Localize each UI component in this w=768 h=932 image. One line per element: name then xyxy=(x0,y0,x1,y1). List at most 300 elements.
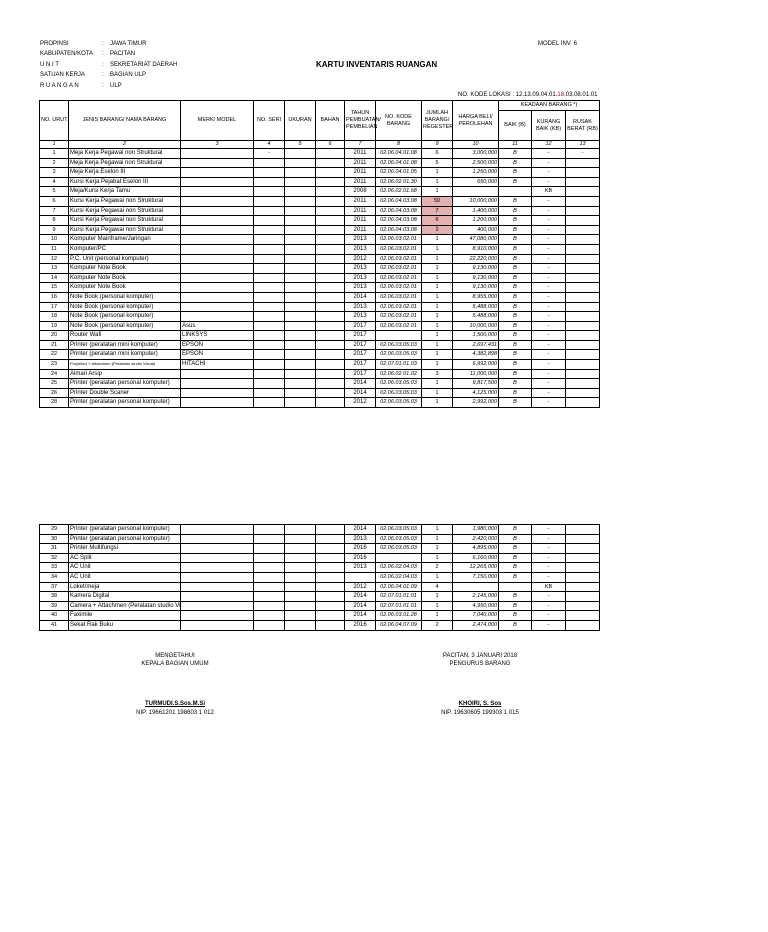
cell-seri xyxy=(254,534,285,544)
kode-lokasi-red: 18 xyxy=(557,92,565,98)
cell-tahun: 2011 xyxy=(345,196,376,206)
cell-bahan xyxy=(316,398,345,408)
table-row xyxy=(40,553,600,563)
col-number: 6 xyxy=(316,141,345,149)
cell-baik: B xyxy=(499,360,532,370)
cell-jumlah: 1 xyxy=(422,360,453,370)
cell-kode xyxy=(376,553,422,563)
cell-jenis: Almari Arsip xyxy=(69,369,181,379)
sep: : xyxy=(102,83,104,89)
cell-seri xyxy=(254,331,285,341)
cell-baik xyxy=(499,187,532,197)
cell-baik: B xyxy=(499,331,532,341)
table-row xyxy=(40,379,600,389)
cell-seri xyxy=(254,292,285,302)
cell-bahan xyxy=(316,563,345,573)
cell-jumlah: 6 xyxy=(422,216,453,226)
cell-jenis: AC Unit xyxy=(69,572,181,582)
cell-no: 5 xyxy=(40,187,69,197)
cell-kode: 02.06.03.02.01 xyxy=(376,283,422,293)
cell-seri xyxy=(254,350,285,360)
cell-seri xyxy=(254,525,285,535)
cell-merk xyxy=(181,398,254,408)
cell-rusak xyxy=(566,388,600,398)
cell-jumlah: 1 xyxy=(422,321,453,331)
cell-kurang: - xyxy=(532,601,566,611)
cell-tahun: 2011 xyxy=(345,168,376,178)
table-row xyxy=(40,283,600,293)
cell-kurang: - xyxy=(532,225,566,235)
cell-merk xyxy=(181,196,254,206)
cell-tahun: 2011 xyxy=(345,149,376,159)
col-number: 3 xyxy=(181,141,254,149)
cell-ukuran xyxy=(285,149,316,159)
cell-jenis: Komputer/PC xyxy=(69,244,181,254)
cell-bahan xyxy=(316,611,345,621)
cell-merk xyxy=(181,244,254,254)
cell-seri xyxy=(254,360,285,370)
cell-merk xyxy=(181,601,254,611)
cell-merk: HITACHI xyxy=(181,360,254,370)
cell-harga: 400,000 xyxy=(453,225,499,235)
cell-kurang: - xyxy=(532,379,566,389)
table-row xyxy=(40,273,600,283)
cell-rusak xyxy=(566,620,600,630)
cell-kode: 02.06.03.05.03 xyxy=(376,398,422,408)
cell-kurang: - xyxy=(532,292,566,302)
table-row xyxy=(40,292,600,302)
cell-jumlah: 50 xyxy=(422,196,453,206)
cell-bahan xyxy=(316,572,345,582)
cell-kode: 02.06.04.01.08 xyxy=(376,158,422,168)
cell-tahun: 2013 xyxy=(345,273,376,283)
cell-bahan xyxy=(316,544,345,554)
cell-baik: B xyxy=(499,379,532,389)
cell-jumlah: 1 xyxy=(422,302,453,312)
cell-ukuran xyxy=(285,177,316,187)
cell-bahan xyxy=(316,312,345,322)
cell-ukuran xyxy=(285,611,316,621)
cell-jenis: Note Book (personal komputer) xyxy=(69,292,181,302)
cell-harga: 8,955,000 xyxy=(453,292,499,302)
cell-merk: EPSON xyxy=(181,350,254,360)
cell-jenis: AC Split xyxy=(69,553,181,563)
cell-jumlah: 1 xyxy=(422,544,453,554)
cell-kurang: - xyxy=(532,196,566,206)
cell-bahan xyxy=(316,254,345,264)
signature-left xyxy=(120,653,230,716)
cell-ukuran xyxy=(285,563,316,573)
table-row xyxy=(40,620,600,630)
cell-jenis: Router Wafi xyxy=(69,331,181,341)
signature-right-line2: PENGURUS BARANG xyxy=(449,661,511,667)
table-row xyxy=(40,225,600,235)
cell-kurang: - xyxy=(532,302,566,312)
cell-tahun: 2013 xyxy=(345,312,376,322)
cell-tahun: 2013 xyxy=(345,534,376,544)
cell-seri xyxy=(254,312,285,322)
value-unit: SEKRETARIAT DAERAH xyxy=(110,62,178,68)
table-row xyxy=(40,168,600,178)
cell-kurang: - xyxy=(532,620,566,630)
cell-no: 15 xyxy=(40,283,69,293)
cell-bahan xyxy=(316,350,345,360)
cell-merk xyxy=(181,369,254,379)
table-row xyxy=(40,254,600,264)
cell-kode: 02.06.03.05.03 xyxy=(376,544,422,554)
cell-kurang: - xyxy=(532,216,566,226)
cell-merk xyxy=(181,379,254,389)
sep: : xyxy=(102,41,104,47)
table-row xyxy=(40,534,600,544)
cell-seri xyxy=(254,369,285,379)
cell-merk xyxy=(181,273,254,283)
cell-kurang: - xyxy=(532,534,566,544)
table-row xyxy=(40,206,600,216)
cell-baik: B xyxy=(499,369,532,379)
cell-jumlah: 1 xyxy=(422,292,453,302)
cell-bahan xyxy=(316,379,345,389)
cell-harga: 1,200,000 xyxy=(453,216,499,226)
cell-kurang: - xyxy=(532,553,566,563)
table-body-part2 xyxy=(40,525,600,631)
cell-kode: 02.06.03.05.03 xyxy=(376,379,422,389)
col-number: 2 xyxy=(69,141,181,149)
sep: : xyxy=(102,72,104,78)
cell-jumlah: 1 xyxy=(422,534,453,544)
cell-merk xyxy=(181,525,254,535)
cell-jenis: Proyektor + Attachmen (Peralatan studio Visual) xyxy=(69,360,181,370)
cell-seri xyxy=(254,273,285,283)
cell-harga: 2,145,000 xyxy=(453,592,499,602)
page-title: KARTU INVENTARIS RUANGAN xyxy=(316,60,438,69)
cell-jenis: Meja Kerja Pegawai non Struktural xyxy=(69,158,181,168)
cell-jenis: Kursi Kerja Pegawai non Struktural xyxy=(69,196,181,206)
cell-merk xyxy=(181,611,254,621)
cell-ukuran xyxy=(285,196,316,206)
cell-rusak xyxy=(566,206,600,216)
cell-harga: 2,420,000 xyxy=(453,534,499,544)
cell-jumlah: 1 xyxy=(422,592,453,602)
cell-kurang: - xyxy=(532,388,566,398)
inventory-table-continued xyxy=(39,524,600,631)
cell-kurang: - xyxy=(532,244,566,254)
cell-bahan xyxy=(316,273,345,283)
cell-rusak xyxy=(566,158,600,168)
cell-kurang: - xyxy=(532,235,566,245)
cell-no: 1 xyxy=(40,149,69,159)
cell-jumlah: 6 xyxy=(422,149,453,159)
table-row xyxy=(40,601,600,611)
cell-merk xyxy=(181,388,254,398)
cell-ukuran xyxy=(285,312,316,322)
cell-harga: 7,040,000 xyxy=(453,611,499,621)
cell-no: 39 xyxy=(40,601,69,611)
cell-no: 34 xyxy=(40,572,69,582)
cell-kode: 02.06.03.02.01 xyxy=(376,264,422,274)
cell-seri xyxy=(254,572,285,582)
cell-seri xyxy=(254,340,285,350)
cell-merk xyxy=(181,225,254,235)
cell-ukuran xyxy=(285,369,316,379)
label-propinsi: PROPINSI xyxy=(40,41,69,47)
cell-bahan xyxy=(316,292,345,302)
cell-kurang: - xyxy=(532,158,566,168)
cell-tahun: 2012 xyxy=(345,254,376,264)
cell-harga: 4,125,000 xyxy=(453,388,499,398)
cell-no: 6 xyxy=(40,196,69,206)
cell-ukuran xyxy=(285,572,316,582)
cell-kode: 02.06.03.02.01 xyxy=(376,321,422,331)
cell-tahun: 2011 xyxy=(345,225,376,235)
cell-ukuran xyxy=(285,601,316,611)
cell-baik: B xyxy=(499,563,532,573)
cell-jumlah: 1 xyxy=(422,254,453,264)
table-row xyxy=(40,572,600,582)
cell-merk xyxy=(181,187,254,197)
col-header-kurang: KURANG BAIK (KB) xyxy=(532,111,566,141)
cell-merk: LINKSYS xyxy=(181,331,254,341)
cell-rusak xyxy=(566,601,600,611)
cell-baik: B xyxy=(499,534,532,544)
cell-tahun: 2017 xyxy=(345,350,376,360)
cell-baik: B xyxy=(499,177,532,187)
cell-kode: 02.06.02.01.68 xyxy=(376,187,422,197)
signature-left-name: TURMUDI.S.Sos.M.Si xyxy=(144,701,205,707)
cell-baik xyxy=(499,582,532,592)
cell-baik: B xyxy=(499,611,532,621)
table-row xyxy=(40,158,600,168)
table-row xyxy=(40,331,600,341)
cell-jenis: Kamera Digital xyxy=(69,592,181,602)
cell-seri xyxy=(254,187,285,197)
table-row xyxy=(40,350,600,360)
cell-jumlah: 1 xyxy=(422,601,453,611)
cell-ukuran xyxy=(285,225,316,235)
cell-kurang: - xyxy=(532,340,566,350)
cell-ukuran xyxy=(285,292,316,302)
cell-baik: B xyxy=(499,254,532,264)
cell-jumlah: 1 xyxy=(422,235,453,245)
cell-jumlah: 7 xyxy=(422,206,453,216)
table-row xyxy=(40,369,600,379)
cell-no: 13 xyxy=(40,264,69,274)
cell-seri xyxy=(254,620,285,630)
cell-merk xyxy=(181,235,254,245)
cell-no: 21 xyxy=(40,340,69,350)
cell-merk xyxy=(181,158,254,168)
label-kabupaten: KABUPATEN/KOTA xyxy=(40,51,94,57)
kode-lokasi xyxy=(458,91,597,99)
cell-merk xyxy=(181,534,254,544)
cell-seri xyxy=(254,592,285,602)
col-header-rusak: RUSAK BERAT (RB) xyxy=(566,111,600,141)
cell-ukuran xyxy=(285,264,316,274)
cell-tahun: 2016 xyxy=(345,620,376,630)
cell-kurang: - xyxy=(532,360,566,370)
cell-kode: 02.06.03.02.01 xyxy=(376,292,422,302)
cell-jumlah: 4 xyxy=(422,582,453,592)
cell-no: 7 xyxy=(40,206,69,216)
cell-ukuran xyxy=(285,244,316,254)
cell-jenis: Kursi Kerja Pejabat Eselon III xyxy=(69,177,181,187)
cell-kode: 02.06.04.03.08 xyxy=(376,206,422,216)
cell-ukuran xyxy=(285,379,316,389)
cell-bahan xyxy=(316,369,345,379)
col-header-tahun: TAHUN PEMBUATAN/ PEMBELIAN xyxy=(345,101,376,141)
table-row xyxy=(40,360,600,370)
cell-rusak xyxy=(566,340,600,350)
table-row xyxy=(40,525,600,535)
cell-seri xyxy=(254,158,285,168)
cell-harga: 9,130,000 xyxy=(453,273,499,283)
cell-seri xyxy=(254,206,285,216)
cell-kode: 02.06.04.01.05 xyxy=(376,168,422,178)
cell-baik: B xyxy=(499,302,532,312)
cell-no: 38 xyxy=(40,592,69,602)
cell-baik: B xyxy=(499,216,532,226)
signature-left-line2: KEPALA BAGIAN UMUM xyxy=(141,661,209,667)
cell-jenis: Printer (peralatan personal komputer) xyxy=(69,525,181,535)
col-number: 12 xyxy=(532,141,566,149)
cell-jenis: Printer (peralatan mini komputer) xyxy=(69,340,181,350)
cell-tahun: 2014 xyxy=(345,611,376,621)
cell-no: 28 xyxy=(40,398,69,408)
cell-no: 12 xyxy=(40,254,69,264)
cell-ukuran xyxy=(285,321,316,331)
signature-left-line1: MENGETAHUI xyxy=(155,653,195,659)
cell-seri xyxy=(254,398,285,408)
table-row xyxy=(40,196,600,206)
cell-jenis: Note Book (personal komputer) xyxy=(69,321,181,331)
cell-baik: B xyxy=(499,601,532,611)
cell-tahun: 2011 xyxy=(345,177,376,187)
cell-seri xyxy=(254,264,285,274)
cell-kurang: - xyxy=(532,369,566,379)
cell-harga: 4,950,000 xyxy=(453,601,499,611)
cell-kode: 02.06.02.01.30 xyxy=(376,177,422,187)
cell-rusak xyxy=(566,350,600,360)
cell-merk: EPSON xyxy=(181,340,254,350)
cell-baik: B xyxy=(499,321,532,331)
table-row xyxy=(40,398,600,408)
cell-ukuran xyxy=(285,620,316,630)
cell-baik: B xyxy=(499,350,532,360)
cell-kode: 02.06.03.02.01 xyxy=(376,235,422,245)
cell-harga xyxy=(453,582,499,592)
cell-no: 31 xyxy=(40,544,69,554)
cell-baik: B xyxy=(499,235,532,245)
cell-ukuran xyxy=(285,273,316,283)
cell-no: 20 xyxy=(40,331,69,341)
cell-no: 29 xyxy=(40,525,69,535)
cell-harga: 5,488,000 xyxy=(453,302,499,312)
cell-jenis: Komputer Note Book xyxy=(69,283,181,293)
cell-merk xyxy=(181,168,254,178)
cell-seri xyxy=(254,563,285,573)
cell-no: 37 xyxy=(40,582,69,592)
cell-jenis: Komputer Mainframe/Jaringan xyxy=(69,235,181,245)
cell-rusak xyxy=(566,331,600,341)
cell-tahun: 2014 xyxy=(345,525,376,535)
col-number: 1 xyxy=(40,141,69,149)
cell-ukuran xyxy=(285,360,316,370)
cell-jumlah: 1 xyxy=(422,398,453,408)
cell-tahun: 2011 xyxy=(345,158,376,168)
column-number-row xyxy=(40,141,600,149)
cell-baik: B xyxy=(499,525,532,535)
cell-merk xyxy=(181,553,254,563)
cell-seri xyxy=(254,168,285,178)
cell-harga: 4,382,898 xyxy=(453,350,499,360)
table-row xyxy=(40,264,600,274)
cell-jumlah: 1 xyxy=(422,331,453,341)
cell-jenis: Loket/meja xyxy=(69,582,181,592)
cell-jumlah: 1 xyxy=(422,611,453,621)
cell-kode: 02.06.02.04.03 xyxy=(376,572,422,582)
cell-jumlah: 1 xyxy=(422,244,453,254)
cell-jenis: Camera + Attachmen (Peralatan studio Vi xyxy=(69,601,181,611)
cell-ukuran xyxy=(285,283,316,293)
cell-harga: 1,250,000 xyxy=(453,168,499,178)
cell-kurang: - xyxy=(532,398,566,408)
cell-merk xyxy=(181,572,254,582)
cell-seri xyxy=(254,302,285,312)
cell-kode: 02.06.02.01.02 xyxy=(376,369,422,379)
cell-harga: 9,817,500 xyxy=(453,379,499,389)
cell-tahun: 2013 xyxy=(345,302,376,312)
table-row xyxy=(40,149,600,159)
cell-harga: 650,000 xyxy=(453,177,499,187)
table-row xyxy=(40,563,600,573)
cell-seri xyxy=(254,582,285,592)
cell-rusak xyxy=(566,534,600,544)
cell-kurang: - xyxy=(532,149,566,159)
cell-seri xyxy=(254,553,285,563)
cell-kurang: - xyxy=(532,572,566,582)
cell-jenis: Meja/Kursi Kerja Tamu xyxy=(69,187,181,197)
cell-merk xyxy=(181,620,254,630)
cell-tahun: 2017 xyxy=(345,340,376,350)
cell-baik: B xyxy=(499,388,532,398)
cell-bahan xyxy=(316,360,345,370)
cell-rusak xyxy=(566,398,600,408)
cell-rusak xyxy=(566,302,600,312)
value-ruangan: ULP xyxy=(110,83,122,89)
cell-ukuran xyxy=(285,331,316,341)
cell-rusak xyxy=(566,360,600,370)
cell-kode: 02.07.01.01.01 xyxy=(376,592,422,602)
cell-tahun: 2016 xyxy=(345,553,376,563)
cell-harga: 7,150,000 xyxy=(453,572,499,582)
cell-tahun: 2014 xyxy=(345,601,376,611)
cell-tahun: 2008 xyxy=(345,187,376,197)
cell-kurang: - xyxy=(532,283,566,293)
cell-rusak xyxy=(566,168,600,178)
cell-kode: 02.06.03.02.01 xyxy=(376,312,422,322)
cell-rusak xyxy=(566,264,600,274)
cell-seri xyxy=(254,379,285,389)
cell-bahan xyxy=(316,187,345,197)
cell-no: 33 xyxy=(40,563,69,573)
cell-jenis: Printer (peralatan personal komputer) xyxy=(69,379,181,389)
cell-kurang: - xyxy=(532,544,566,554)
cell-jumlah: 1 xyxy=(422,525,453,535)
cell-ukuran xyxy=(285,388,316,398)
table-row xyxy=(40,177,600,187)
cell-rusak xyxy=(566,563,600,573)
cell-harga: 2,992,000 xyxy=(453,398,499,408)
